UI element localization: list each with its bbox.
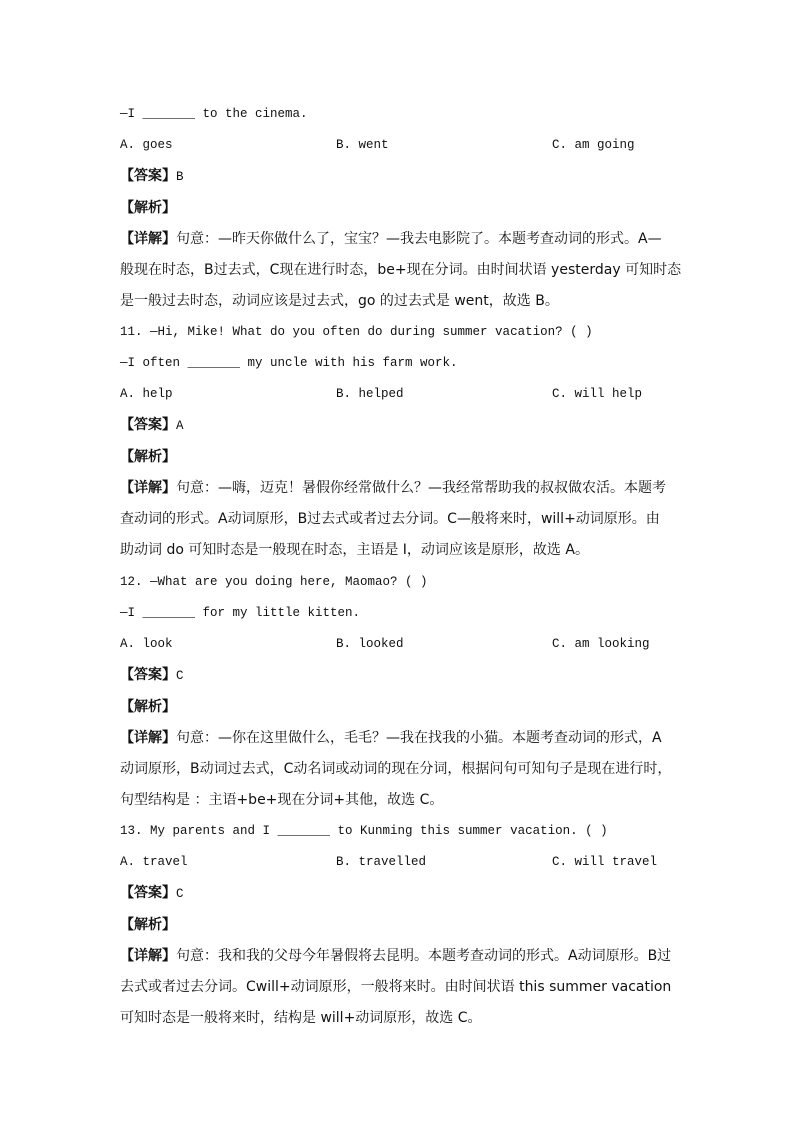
answer-label: 【答案】: [120, 417, 176, 433]
q12-stem-line: —I _______ for my little kitten.: [120, 606, 361, 620]
q10-stem-line: —I _______ to the cinema.: [120, 107, 308, 121]
detail-label: 【详解】: [120, 730, 176, 746]
q11-analysis-label: 【解析】: [120, 449, 176, 465]
detail-label: 【详解】: [120, 480, 176, 496]
q13-option-b: B. travelled: [336, 855, 427, 869]
q12-detail-line: 句型结构是 ：主语+be+现在分词+其他，故选 C。: [120, 792, 444, 808]
q10-option-a: A. goes: [120, 138, 173, 152]
q11-detail-line: 查动词的形式。A动词原形，B过去式或者过去分词。C—般将来时，will+动词原形。由: [120, 511, 660, 527]
q12-option-b: B. looked: [336, 637, 404, 651]
q13-analysis-label: 【解析】: [120, 917, 176, 933]
q13-option-c: C. will travel: [552, 855, 658, 869]
q10-detail-line: [120, 228, 662, 248]
q13-detail-line: [120, 945, 671, 965]
q10-option-c: C. am going: [552, 138, 635, 152]
q12-stem-line: 12. —What are you doing here, Maomao? ( ): [120, 575, 428, 589]
q10-option-b: B. went: [336, 138, 389, 152]
answer-value: C: [176, 669, 184, 683]
q13-stem-line: 13. My parents and I _______ to Kunming this summer vacation. ( ): [120, 824, 608, 838]
q11-answer: [120, 414, 184, 434]
q10-detail-line: 是一般过去时态，动词应该是过去式，go 的过去式是 went，故选 B。: [120, 293, 559, 309]
q10-detail-line: 般现在时态，B过去式，C现在进行时态，be+现在分词。由时间状语 yesterday 可知时态: [120, 262, 682, 278]
answer-value: A: [176, 419, 184, 433]
detail-text: 句意：—你在这里做什么，毛毛？—我在找我的小猫。本题考查动词的形式，A: [176, 730, 662, 746]
q12-option-a: A. look: [120, 637, 173, 651]
q12-detail-line: 动词原形，B动词过去式，C动名词或动词的现在分词，根据问句可知句子是现在进行时，: [120, 761, 672, 777]
q11-detail-line: [120, 477, 666, 497]
q12-analysis-label: 【解析】: [120, 699, 176, 715]
q11-stem-line: —I often _______ my uncle with his farm work.: [120, 356, 458, 370]
q11-option-a: A. help: [120, 387, 173, 401]
detail-text: 句意：—昨天你做什么了，宝宝？—我去电影院了。本题考查动词的形式。A—: [176, 231, 662, 247]
q12-detail-line: [120, 727, 662, 747]
q13-answer: [120, 882, 184, 902]
q10-analysis-label: 【解析】: [120, 200, 176, 216]
q13-detail-line: 可知时态是一般将来时，结构是 will+动词原形，故选 C。: [120, 1010, 482, 1026]
answer-value: C: [176, 887, 184, 901]
q12-option-c: C. am looking: [552, 637, 650, 651]
q11-option-b: B. helped: [336, 387, 404, 401]
q10-answer: [120, 165, 184, 185]
q11-option-c: C. will help: [552, 387, 643, 401]
answer-label: 【答案】: [120, 667, 176, 683]
detail-label: 【详解】: [120, 231, 176, 247]
q11-stem-line: 11. —Hi, Mike! What do you often do during summer vacation? ( ): [120, 325, 593, 339]
answer-value: B: [176, 170, 184, 184]
q13-option-a: A. travel: [120, 855, 188, 869]
q11-detail-line: 助动词 do 可知时态是一般现在时态，主语是 I，动词应该是原形，故选 A。: [120, 542, 589, 558]
detail-text: 句意：我和我的父母今年暑假将去昆明。本题考查动词的形式。A动词原形。B过: [176, 948, 672, 964]
q13-detail-line: 去式或者过去分词。Cwill+动词原形，一般将来时。由时间状语 this summer vacation: [120, 979, 672, 995]
answer-label: 【答案】: [120, 885, 176, 901]
detail-text: 句意：—嗨，迈克！暑假你经常做什么？—我经常帮助我的叔叔做农活。本题考: [176, 480, 666, 496]
q12-answer: [120, 664, 184, 684]
detail-label: 【详解】: [120, 948, 176, 964]
answer-label: 【答案】: [120, 168, 176, 184]
